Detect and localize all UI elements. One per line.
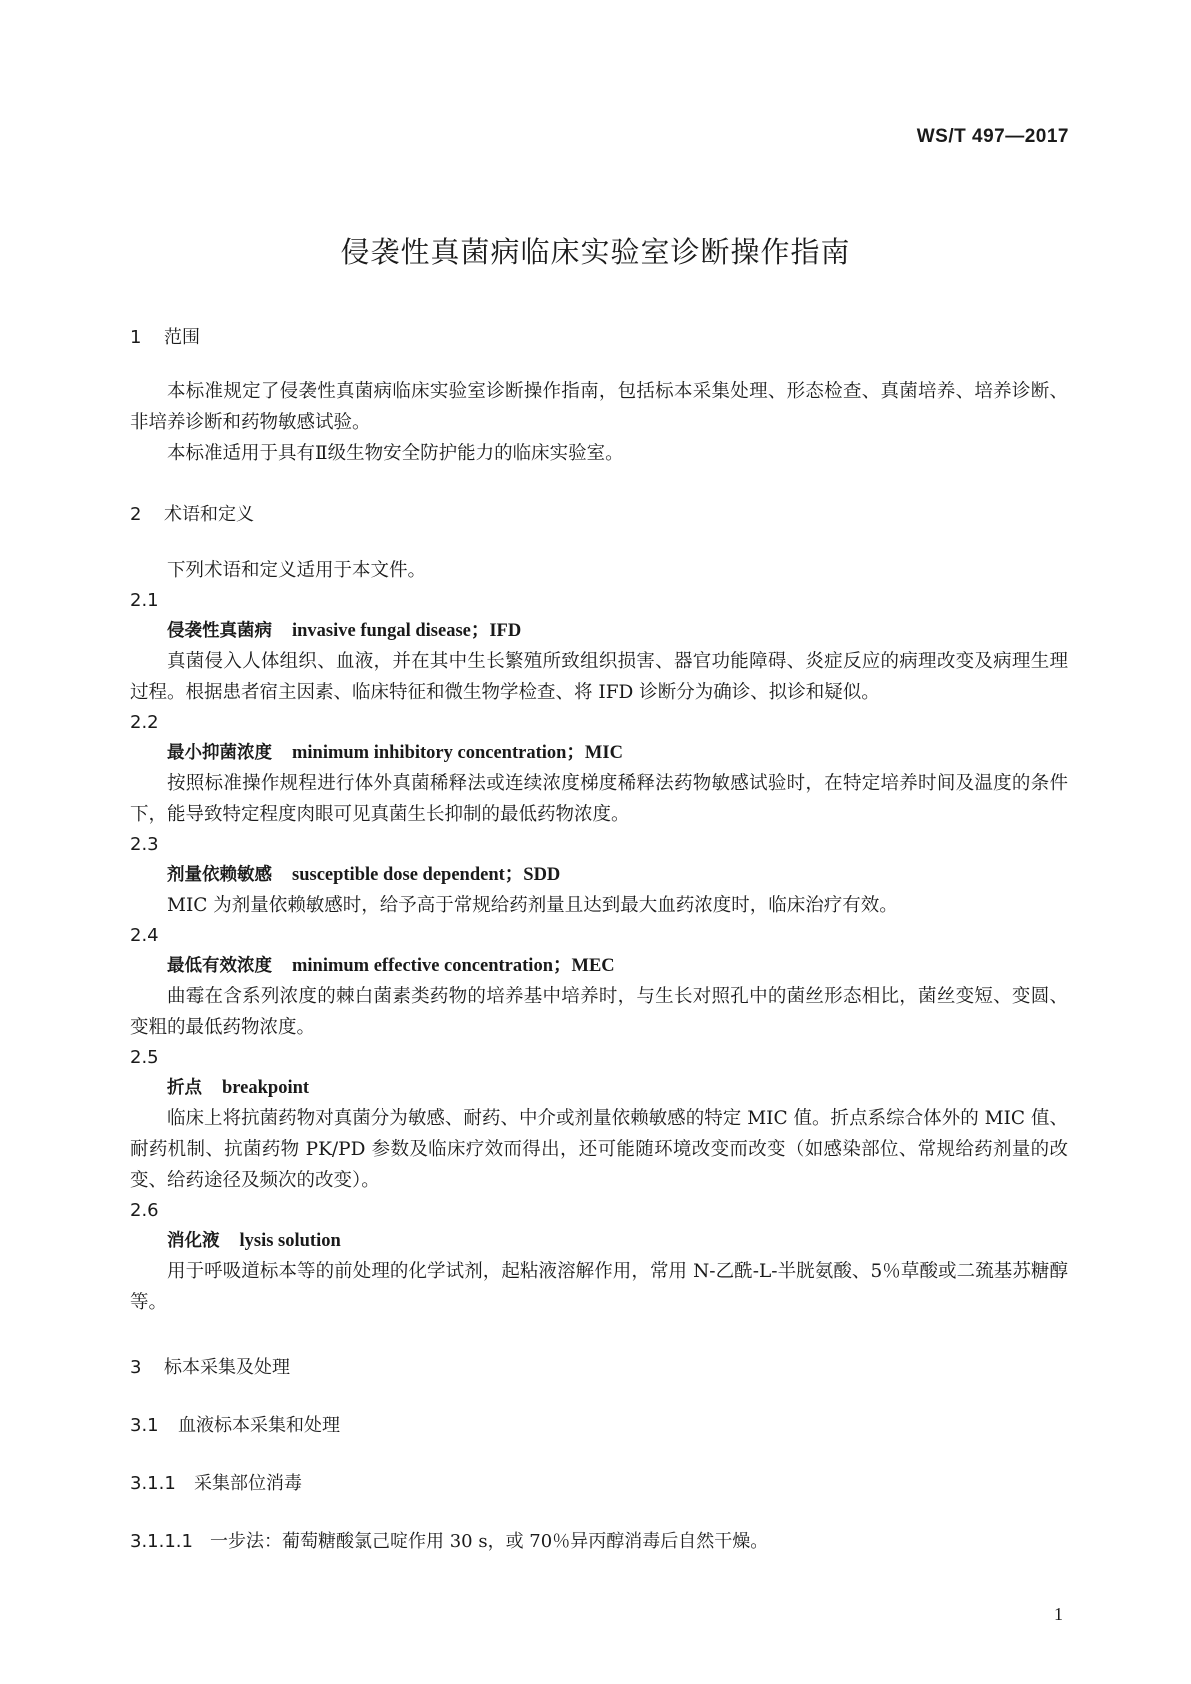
term-entry [130,921,1068,1043]
clause [130,1530,1068,1554]
term-definition: 临床上将抗菌药物对真菌分为敏感、耐药、中介或剂量依赖敏感的特定 MIC 值。折点系综合体外的 MIC 值、耐药机制、抗菌药物 PK/PD 参数及临床疗效而得出，还可能随环境改变而改变（如感染部位、常规给药剂量的改变、给药途径及频次的改变）。 [130,1108,1068,1191]
subsubsection-number: 3.1.1 [130,1473,176,1494]
subsection-heading [130,1414,1068,1438]
term-en: breakpoint [222,1078,310,1098]
section-number: 3 [130,1357,142,1378]
term-definition: MIC 为剂量依赖敏感时，给予高于常规给药剂量且达到最大血药浓度时，临床治疗有效。 [167,895,898,916]
clause-number: 3.1.1.1 [130,1531,193,1552]
subsection-number: 3.1 [130,1415,159,1436]
section-heading-specimen [130,1356,1068,1380]
term-zh: 侵袭性真菌病 [167,621,272,641]
term-definition: 真菌侵入人体组织、血液，并在其中生长繁殖所致组织损害、器官功能障碍、炎症反应的病理改变及病理生理过程。根据患者宿主因素、临床特征和微生物学检查、将 IFD 诊断分为确诊、拟诊和疑似。 [130,651,1068,703]
term-name [130,951,1068,981]
term-definition: 用于呼吸道标本等的前处理的化学试剂，起粘液溶解作用，常用 N-乙酰-L-半胱氨酸、5％草酸或二巯基苏糖醇等。 [130,1261,1068,1313]
term-number: 2.6 [130,1200,159,1221]
term-zh: 折点 [167,1078,202,1098]
term-en: invasive fungal disease；IFD [292,621,522,641]
paragraph: 本标准适用于具有Ⅱ级生物安全防护能力的临床实验室。 [167,443,624,464]
section-heading-scope [130,326,1068,350]
term-name [130,1226,1068,1256]
term-number: 2.5 [130,1047,159,1068]
paragraph: 本标准规定了侵袭性真菌病临床实验室诊断操作指南，包括标本采集处理、形态检查、真菌培养、培养诊断、非培养诊断和药物敏感试验。 [130,381,1068,433]
term-number: 2.2 [130,712,159,733]
term-entry [130,586,1068,708]
section-number: 2 [130,504,142,525]
document-body [130,326,1068,1554]
section-number: 1 [130,327,142,348]
term-entry [130,708,1068,830]
section-heading-terms [130,503,1068,527]
term-number: 2.4 [130,925,159,946]
term-number: 2.1 [130,590,159,611]
term-zh: 最小抑菌浓度 [167,743,272,763]
term-zh: 剂量依赖敏感 [167,865,272,885]
section-title: 术语和定义 [164,504,254,525]
subsubsection-heading [130,1472,1068,1496]
clause-text: 一步法：葡萄糖酸氯己啶作用 30 s，或 70％异丙醇消毒后自然干燥。 [210,1531,769,1552]
document-title: 侵袭性真菌病临床实验室诊断操作指南 [340,235,851,269]
term-entry [130,1196,1068,1318]
term-zh: 消化液 [167,1231,220,1251]
subsubsection-title: 采集部位消毒 [194,1473,302,1494]
term-name [130,1073,1068,1103]
section-title: 标本采集及处理 [164,1357,290,1378]
term-name [130,738,1068,768]
standard-code: WS/T 497—2017 [916,126,1069,147]
term-en: minimum inhibitory concentration；MIC [292,743,623,763]
paragraph: 下列术语和定义适用于本文件。 [167,560,427,581]
term-en: minimum effective concentration；MEC [292,956,615,976]
term-number: 2.3 [130,834,159,855]
subsection-title: 血液标本采集和处理 [178,1415,340,1436]
term-zh: 最低有效浓度 [167,956,272,976]
term-entry [130,830,1068,921]
term-definition: 按照标准操作规程进行体外真菌稀释法或连续浓度梯度稀释法药物敏感试验时，在特定培养时间及温度的条件下，能导致特定程度肉眼可见真菌生长抑制的最低药物浓度。 [130,773,1068,825]
term-name [130,860,1068,890]
term-name [130,616,1068,646]
term-entry [130,1043,1068,1196]
page-number: 1 [1054,1604,1063,1624]
term-definition: 曲霉在含系列浓度的棘白菌素类药物的培养基中培养时，与生长对照孔中的菌丝形态相比，菌丝变短、变圆、变粗的最低药物浓度。 [130,986,1068,1038]
term-en: lysis solution [239,1231,341,1251]
section-title: 范围 [164,327,200,348]
term-en: susceptible dose dependent；SDD [292,865,561,885]
